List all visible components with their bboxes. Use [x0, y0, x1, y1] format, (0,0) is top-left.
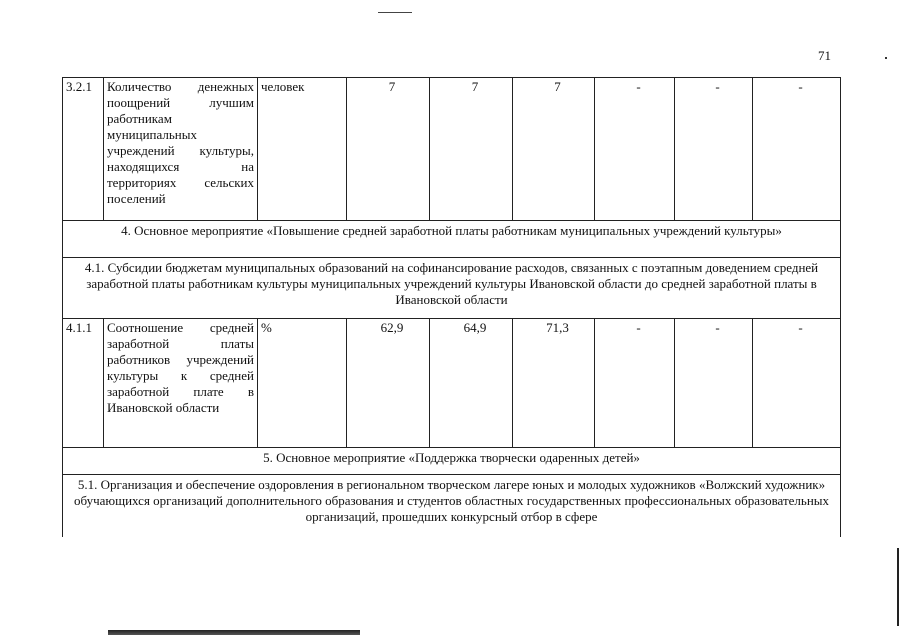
subsection-heading-4-1: 4.1. Субсидии бюджетам муниципальных образований на софинансирование расходов, связанных с поэтапным доведением средней заработной платы работникам культуры муниципальных учреждений культуры Ивановской области до средней заработной платы в Ивановской области [63, 258, 841, 319]
table-row-4-1-1 [63, 319, 841, 448]
page-number: 71 [818, 48, 831, 63]
table-row-3-2-1 [63, 78, 841, 221]
value-cell: - [675, 78, 753, 221]
subsection-heading-5-1: 5.1. Организация и обеспечение оздоровления в региональном творческом лагере юных и молодых художников «Волжский художник» обучающихся организаций дополнительного образования и студентов областных государственных профессиональных образовательных организаций, прошедших конкурсный отбор в сфере [63, 475, 841, 538]
row-number: 3.2.1 [63, 78, 104, 221]
value-cell: - [595, 319, 675, 448]
scan-bottom-bar [108, 630, 360, 635]
value-cell: - [753, 319, 841, 448]
value-cell: 62,9 [347, 319, 430, 448]
subsection-row-4-1 [63, 258, 841, 319]
section-row-4 [63, 221, 841, 258]
value-cell: 7 [347, 78, 430, 221]
program-indicators-table [62, 77, 841, 537]
value-cell: 7 [513, 78, 595, 221]
value-cell: 71,3 [513, 319, 595, 448]
value-cell: - [675, 319, 753, 448]
unit-cell: человек [258, 78, 347, 221]
section-heading-4: 4. Основное мероприятие «Повышение средней заработной платы работникам муниципальных учреждений культуры» [63, 221, 841, 258]
value-cell: 7 [430, 78, 513, 221]
value-cell: - [753, 78, 841, 221]
top-mark [378, 12, 412, 13]
indicator-name: Соотношение средней заработной платы работников учреждений культуры к средней заработной плате в Ивановской области [104, 319, 258, 448]
value-cell: 64,9 [430, 319, 513, 448]
scan-speck [885, 57, 887, 59]
scan-edge-line [897, 548, 899, 626]
row-number: 4.1.1 [63, 319, 104, 448]
indicator-name: Количество денежных поощрений лучшим работникам муниципальных учреждений культуры, находящихся на территориях сельских поселений [104, 78, 258, 221]
unit-cell: % [258, 319, 347, 448]
value-cell: - [595, 78, 675, 221]
subsection-row-5-1 [63, 475, 841, 538]
section-heading-5: 5. Основное мероприятие «Поддержка творчески одаренных детей» [63, 448, 841, 475]
section-row-5 [63, 448, 841, 475]
